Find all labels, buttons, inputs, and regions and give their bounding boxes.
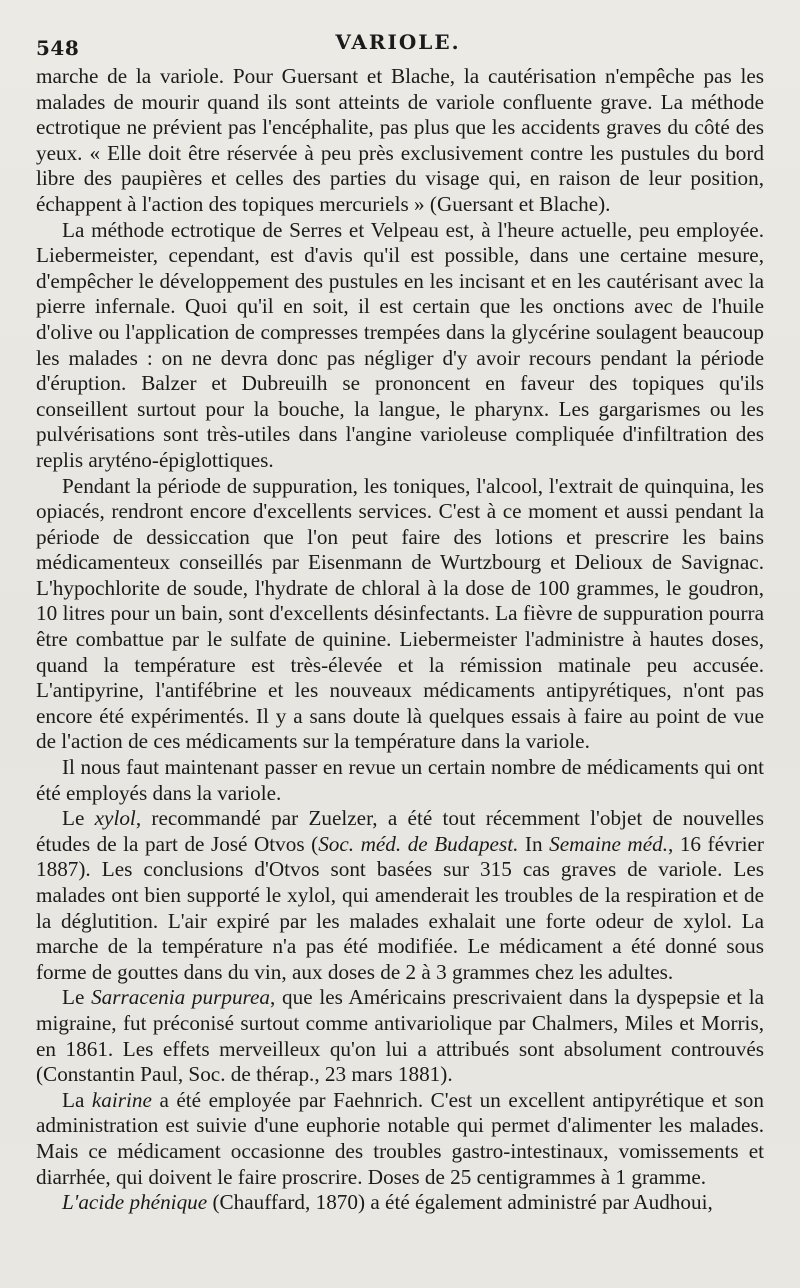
paragraph-5-italic-xylol: xylol (94, 806, 136, 831)
paragraph-7 (36, 1088, 764, 1190)
paragraph-6-text-before: Le (62, 985, 92, 1010)
paragraph-7-italic-kairine: kairine (91, 1087, 152, 1112)
paragraph-5-text-middle-2: In (518, 831, 550, 856)
page-number: 548 (36, 36, 80, 60)
paragraph-5-italic-source: Soc. méd. de Budapest. (318, 831, 519, 856)
paragraph-7-text-after: a été employée par Faehnrich. C'est un excellent antipyrétique et son administration est suivie d'une euphorie notable qui permet d'alimenter les malades. Mais ce médicament occasionne des troubles gastro-intestinaux, vomissements et diarrhée, qui doivent le faire proscrire. Doses de 25 centigrammes à 1 gramme. (36, 1087, 764, 1189)
page-header (36, 30, 760, 60)
paragraph-4-text: Il nous faut maintenant passer en revue un certain nombre de médicaments qui ont été employés dans la variole. (36, 755, 764, 805)
paragraph-5-italic-journal: Semaine méd. (549, 831, 668, 856)
paragraph-1-text: marche de la variole. Pour Guersant et Blache, la cautérisation n'empêche pas les malades de mourir quand ils sont atteints de variole confluente grave. La méthode ectrotique ne prévient pas l'encéphalite, pas plus que les accidents graves du côté des yeux. « Elle doit être réservée à peu près exclusivement contre les pustules du bord libre des paupières et celles des parties du visage qui, en raison de leur position, échappent à l'action des topiques mercuriels » (Guersant et Blache). (36, 64, 764, 216)
paragraph-8-text-after: (Chauffard, 1870) a été également administré par Audhoui, (207, 1190, 713, 1215)
running-title: VARIOLE. (335, 30, 461, 54)
paragraph-3-text: Pendant la période de suppuration, les toniques, l'alcool, l'extrait de quinquina, les opiacés, rendront encore d'excellents services. C'est à ce moment et aussi pendant la période de dessiccation que l'on peut faire des lotions et prescrire les bains médicamenteux conseillés par Eisenmann de Wurtzbourg et Delioux de Savignac. L'hypochlorite de soude, l'hydrate de chloral à la dose de 100 grammes, le goudron, 10 litres pour un bain, sont d'excellents désinfectants. La fièvre de suppuration pourra être combattue par le sulfate de quinine. Liebermeister l'administre à hautes doses, quand la température est très-élevée et la rémission matinale peu accusée. L'antipyrine, l'antifébrine et les nouveaux médicaments antipyrétiques, n'ont pas encore été expérimentés. Il y a sans doute là quelques essais à faire au point de vue de l'action de ces médicaments sur la température dans la variole. (36, 473, 764, 754)
paragraph-5-text-before: Le (62, 806, 95, 831)
paragraph-6-italic-sarracenia: Sarracenia purpurea (91, 985, 271, 1010)
paragraph-8-italic-acide-phenique: L'acide phénique (62, 1190, 208, 1215)
body-text (36, 64, 764, 1216)
paragraph-2 (36, 218, 764, 474)
paragraph-5-text-after: , 16 février 1887). Les conclusions d'Otvos sont basées sur 315 cas graves de variole. Les malades ont bien supporté le xylol, qui amenderait les troubles de la respiration et de la déglutition. L'air expiré par les malades exhalait une forte odeur de xylol. La marche de la température n'a pas été modifiée. Le médicament a été donné sous forme de gouttes dans du vin, aux doses de 2 à 3 grammes chez les adultes. (36, 831, 764, 984)
paragraph-5-text-middle-1: , recommandé par Zuelzer, a été tout récemment l'objet de nouvelles études de la part de José Otvos ( (36, 806, 764, 856)
paragraph-1 (36, 64, 764, 218)
paragraph-4 (36, 755, 764, 806)
paragraph-7-text-before: La (62, 1087, 92, 1112)
paragraph-8 (36, 1190, 764, 1216)
paragraph-6-text-after: , que les Américains prescrivaient dans la dyspepsie et la migraine, fut préconisé surtout comme antivariolique par Chalmers, Miles et Morris, en 1861. Les effets merveilleux qu'on lui a attribués sont absolument controuvés (Constantin Paul, Soc. de thérap., 23 mars 1881). (36, 985, 764, 1087)
paragraph-3 (36, 474, 764, 756)
paragraph-6 (36, 985, 764, 1087)
paragraph-2-text: La méthode ectrotique de Serres et Velpeau est, à l'heure actuelle, peu employée. Liebermeister, cependant, est d'avis qu'il est possible, dans une certaine mesure, d'empêcher le développement des pustules en les incisant et en les cautérisant avec la pierre infernale. Quoi qu'il en soit, il est certain que les onctions avec de l'huile d'olive ou l'application de compresses trempées dans la glycérine soulagent beaucoup les malades : on ne devra donc pas négliger d'y avoir recours pendant la période d'éruption. Balzer et Dubreuilh se prononcent en faveur des topiques qu'ils conseillent surtout pour la bouche, la langue, le pharynx. Les gargarismes ou les pulvérisations sont très-utiles dans l'angine varioleuse compliquée d'infiltration des replis aryténo-épiglottiques. (36, 217, 764, 472)
paragraph-5 (36, 806, 764, 985)
